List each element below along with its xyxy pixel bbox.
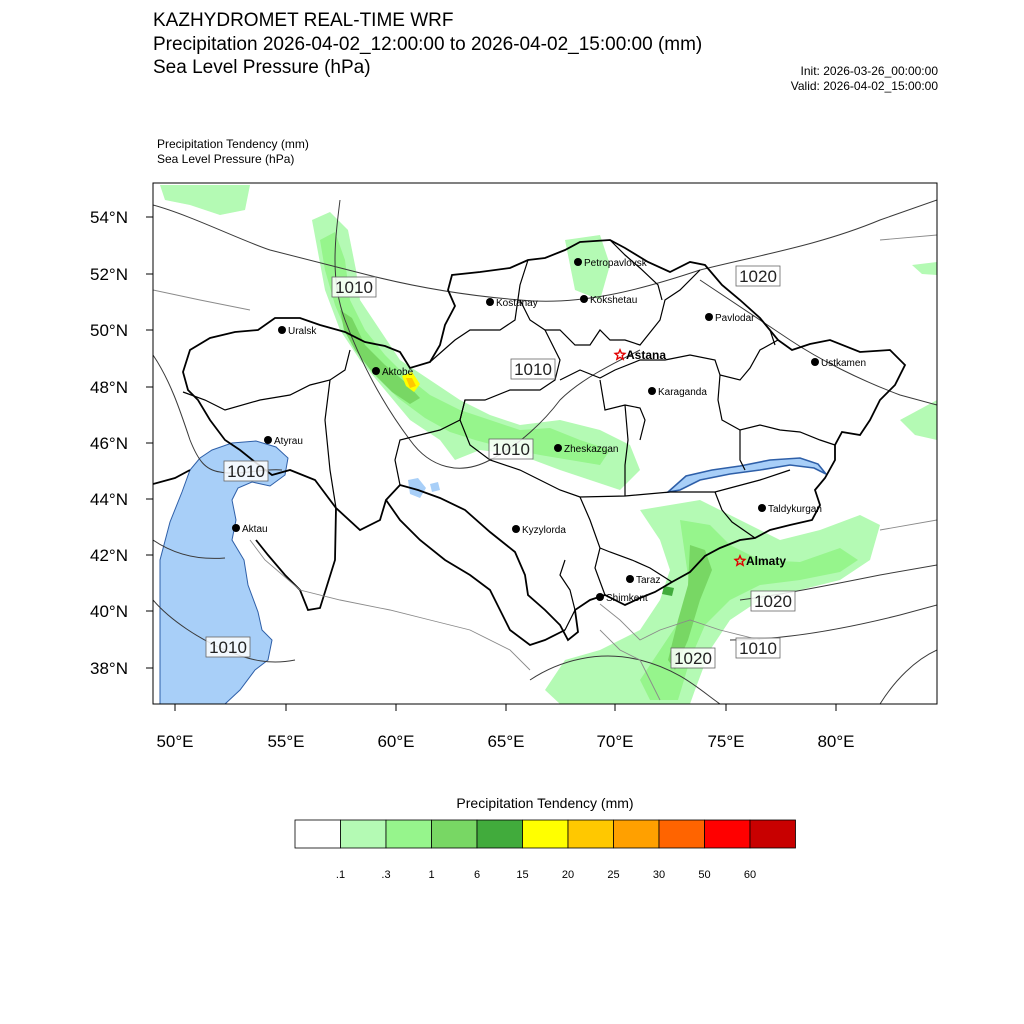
city-label: Aktau (242, 524, 268, 535)
isobar-label: 1010 (335, 278, 373, 297)
lat-tick-label: 38°N (90, 659, 128, 678)
city-dot-icon (278, 326, 286, 334)
colorbar-swatch (386, 820, 432, 848)
city-dot-icon (626, 575, 634, 583)
colorbar-swatch (568, 820, 614, 848)
lon-tick-label: 80°E (817, 732, 855, 751)
city-dot-icon (648, 387, 656, 395)
colorbar-tick-label: 15 (516, 869, 529, 881)
city-dot-icon (580, 295, 588, 303)
lon-tick-label: 75°E (707, 732, 745, 751)
map-area (153, 185, 937, 704)
colorbar-swatch (614, 820, 660, 848)
city-label: Ustkamen (821, 358, 867, 369)
colorbar-tick-label: 30 (652, 869, 666, 881)
colorbar-tick-label: 50 (698, 869, 711, 881)
city-label: Atyrau (274, 436, 303, 447)
lon-tick-label: 50°E (156, 732, 194, 751)
capital-star-icon (615, 350, 625, 359)
lon-tick-label: 60°E (377, 732, 415, 751)
subheader-slp: Sea Level Pressure (hPa) (157, 152, 295, 166)
city-label: Aktobe (382, 367, 414, 378)
city-label: Taraz (636, 575, 661, 586)
lon-tick-label: 55°E (267, 732, 305, 751)
colorbar-tick-label: 25 (607, 869, 620, 881)
city-label: Kyzylorda (522, 525, 566, 536)
city-label: Almaty (746, 554, 787, 568)
city-label: Karaganda (658, 387, 707, 398)
city-dot-icon (554, 444, 562, 452)
colorbar-tick-label: 20 (561, 869, 575, 881)
lat-tick-label: 54°N (90, 208, 128, 227)
city-dot-icon (486, 298, 494, 306)
city-label: Shimkent (606, 593, 648, 604)
valid-time: Valid: 2026-04-02_15:00:00 (790, 79, 938, 93)
colorbar-tick-label: 60 (743, 869, 757, 881)
colorbar-swatch (750, 820, 796, 848)
isobar-label: 1010 (227, 462, 265, 481)
city-label: Kokshetau (590, 295, 638, 306)
colorbar-swatch (341, 820, 387, 848)
lat-tick-label: 40°N (90, 602, 128, 621)
city-dot-icon (372, 367, 380, 375)
colorbar-tick-label: 1 (428, 869, 435, 881)
city-label: Astana (626, 348, 667, 362)
city-label: Petropavlovsk (584, 258, 647, 269)
city-dot-icon (596, 593, 604, 601)
isobar-label: 1010 (209, 638, 247, 657)
city-label: Uralsk (288, 326, 317, 337)
city-dot-icon (811, 358, 819, 366)
lat-tick-label: 46°N (90, 434, 128, 453)
lake-balkhash (668, 458, 826, 492)
subheader-precip: Precipitation Tendency (mm) (157, 137, 309, 151)
colorbar-tick-label: .1 (335, 869, 346, 881)
title-line-2: Precipitation 2026-04-02_12:00:00 to 2026-04-02_15:00:00 (mm) (153, 34, 703, 55)
city-label: Zheskazgan (564, 444, 619, 455)
city-label: Pavlodar (715, 313, 755, 324)
city-label: Kostanay (496, 298, 538, 309)
city-dot-icon (264, 436, 272, 444)
title-line-1: KAZHYDROMET REAL-TIME WRF (153, 10, 454, 31)
colorbar-swatch (432, 820, 478, 848)
lon-tick-label: 70°E (596, 732, 634, 751)
isobar-label: 1020 (674, 649, 712, 668)
colorbar-tick-label: .3 (381, 869, 391, 881)
colorbar-swatch (705, 820, 751, 848)
isobar-label: 1010 (739, 639, 777, 658)
colorbar-swatch (523, 820, 569, 848)
isobar-label: 1010 (514, 360, 552, 379)
city-dot-icon (758, 504, 766, 512)
colorbar-title: Precipitation Tendency (mm) (456, 795, 634, 811)
init-time: Init: 2026-03-26_00:00:00 (800, 64, 938, 78)
colorbar-swatch (295, 820, 341, 848)
city-dot-icon (705, 313, 713, 321)
city-label: Taldykurgan (768, 504, 822, 515)
lat-tick-label: 42°N (90, 546, 128, 565)
lat-tick-label: 44°N (90, 490, 128, 509)
title-line-3: Sea Level Pressure (hPa) (153, 57, 371, 78)
lat-tick-label: 48°N (90, 378, 128, 397)
lon-tick-label: 65°E (487, 732, 525, 751)
lat-tick-label: 50°N (90, 321, 128, 340)
colorbar-tick-label: 6 (473, 869, 481, 881)
isobar-label: 1020 (754, 592, 792, 611)
city-dot-icon (232, 524, 240, 532)
isobar-label: 1010 (492, 440, 530, 459)
lat-tick-label: 52°N (90, 265, 128, 284)
city-dot-icon (512, 525, 520, 533)
isobar-label: 1020 (739, 267, 777, 286)
city-dot-icon (574, 258, 582, 266)
colorbar (295, 820, 796, 881)
colorbar-swatch (477, 820, 523, 848)
colorbar-swatch (659, 820, 705, 848)
